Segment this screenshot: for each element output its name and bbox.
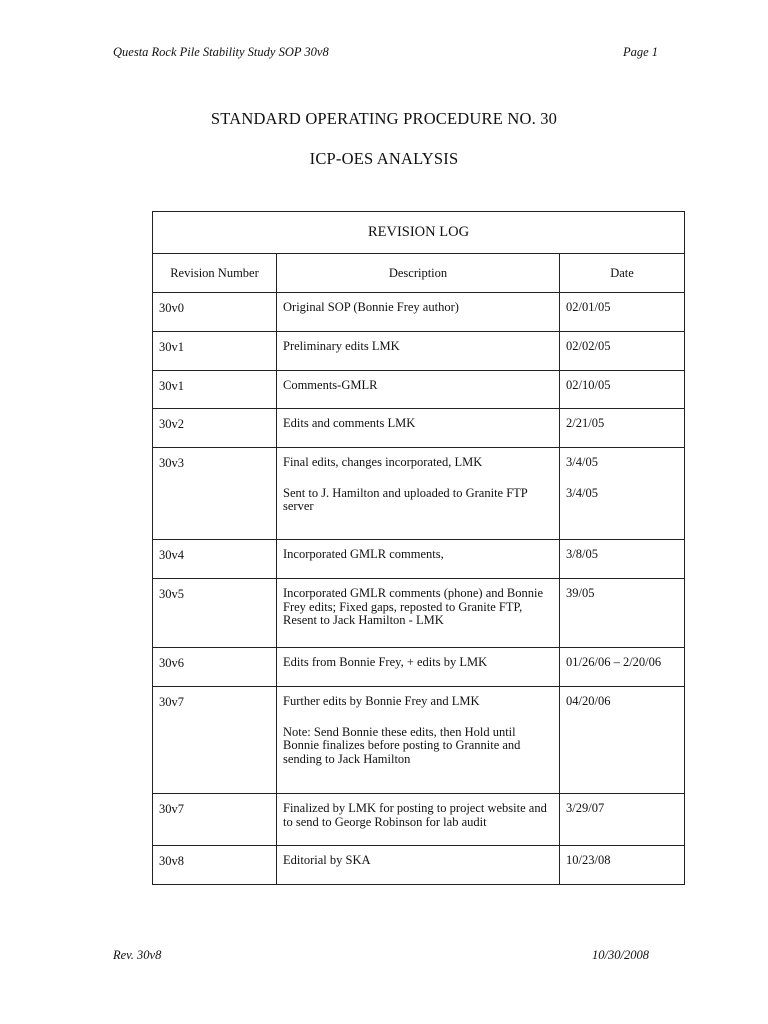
column-header-revision-number: Revision Number [153, 254, 277, 293]
description-text: Comments-GMLR [283, 378, 378, 392]
table-row [153, 409, 685, 448]
description-cell [277, 648, 560, 687]
document-title: STANDARD OPERATING PROCEDURE NO. 30 [210, 109, 558, 128]
date-text: 3/8/05 [566, 547, 598, 561]
date-text: 04/20/06 [566, 694, 611, 708]
revision-log-caption: REVISION LOG [153, 212, 685, 254]
description-text: Edits and comments LMK [283, 416, 416, 430]
column-header-description: Description [277, 254, 560, 293]
table-row [153, 371, 685, 409]
revision-number: 30v2 [159, 417, 184, 431]
description-cell [277, 332, 560, 371]
table-row [153, 794, 685, 846]
revision-log-body [153, 293, 685, 885]
date-text: 3/4/05 [566, 455, 598, 469]
date-text: 10/23/08 [566, 853, 611, 867]
revision-number: 30v4 [159, 548, 184, 562]
date-cell [560, 371, 685, 409]
description-text: Final edits, changes incorporated, LMK [283, 455, 483, 469]
revision-number-cell [153, 371, 277, 409]
revision-number-cell [153, 540, 277, 579]
revision-number-cell [153, 794, 277, 846]
date-text: 39/05 [566, 586, 595, 600]
footer-revision: Rev. 30v8 [113, 948, 162, 962]
page-number: Page 1 [623, 45, 659, 59]
description-text: Preliminary edits LMK [283, 339, 400, 353]
footer-date: 10/30/2008 [592, 948, 649, 962]
table-row [153, 540, 685, 579]
date-cell [560, 794, 685, 846]
table-row [153, 687, 685, 794]
table-row [153, 293, 685, 332]
revision-number-cell [153, 448, 277, 540]
table-row [153, 846, 685, 885]
date-cell [560, 687, 685, 794]
date-cell [560, 648, 685, 687]
revision-number: 30v6 [159, 656, 184, 670]
revision-number: 30v8 [159, 854, 184, 868]
description-cell [277, 448, 560, 540]
description-cell [277, 794, 560, 846]
date-cell [560, 540, 685, 579]
date-text: 3/29/07 [566, 801, 605, 815]
date-cell [560, 846, 685, 885]
revision-number: 30v7 [159, 802, 184, 816]
table-row [153, 332, 685, 371]
table-row [153, 448, 685, 540]
description-cell [277, 409, 560, 448]
date-cell [560, 332, 685, 371]
revision-number: 30v0 [159, 301, 184, 315]
revision-number-cell [153, 293, 277, 332]
description-cell [277, 846, 560, 885]
description-cell [277, 579, 560, 648]
description-text: Editorial by SKA [283, 853, 371, 867]
date-cell [560, 409, 685, 448]
revision-log-table [152, 211, 685, 885]
description-text: Incorporated GMLR comments (phone) and Bonnie Frey edits; Fixed gaps, reposted to Granite FTP, Resent to Jack Hamilton - LMK [283, 586, 544, 627]
description-text: Note: Send Bonnie these edits, then Hold until Bonnie finalizes before posting to Grannite and sending to Jack Hamilton [283, 724, 521, 766]
revision-number-cell [153, 846, 277, 885]
description-cell [277, 293, 560, 332]
date-cell [560, 293, 685, 332]
date-text: 2/21/05 [566, 416, 605, 430]
revision-number-cell [153, 409, 277, 448]
description-text: Sent to J. Hamilton and uploaded to Granite FTP server [283, 485, 528, 513]
description-cell [277, 687, 560, 794]
description-cell [277, 371, 560, 409]
table-row [153, 579, 685, 648]
description-text: Edits from Bonnie Frey, + edits by LMK [283, 655, 488, 669]
column-header-date: Date [560, 254, 685, 293]
description-text: Original SOP (Bonnie Frey author) [283, 300, 459, 314]
date-text: 02/02/05 [566, 339, 611, 353]
description-text: Finalized by LMK for posting to project website and to send to George Robinson for lab audit [283, 801, 547, 829]
revision-number: 30v1 [159, 340, 184, 354]
revision-number: 30v5 [159, 587, 184, 601]
date-cell [560, 579, 685, 648]
description-text: Incorporated GMLR comments, [283, 547, 444, 561]
date-cell [560, 448, 685, 540]
document-subtitle: ICP-OES ANALYSIS [309, 149, 459, 168]
description-text: Further edits by Bonnie Frey and LMK [283, 694, 480, 708]
revision-number-cell [153, 648, 277, 687]
revision-number: 30v1 [159, 379, 184, 393]
description-cell [277, 540, 560, 579]
date-text: 01/26/06 – 2/20/06 [566, 655, 662, 669]
date-text: 02/10/05 [566, 378, 611, 392]
date-text: 02/01/05 [566, 300, 611, 314]
date-text: 3/4/05 [566, 485, 598, 500]
revision-number-cell [153, 332, 277, 371]
revision-number: 30v7 [159, 695, 184, 709]
revision-number: 30v3 [159, 456, 184, 470]
running-header-title: Questa Rock Pile Stability Study SOP 30v8 [113, 45, 329, 59]
revision-number-cell [153, 579, 277, 648]
revision-number-cell [153, 687, 277, 794]
table-row [153, 648, 685, 687]
